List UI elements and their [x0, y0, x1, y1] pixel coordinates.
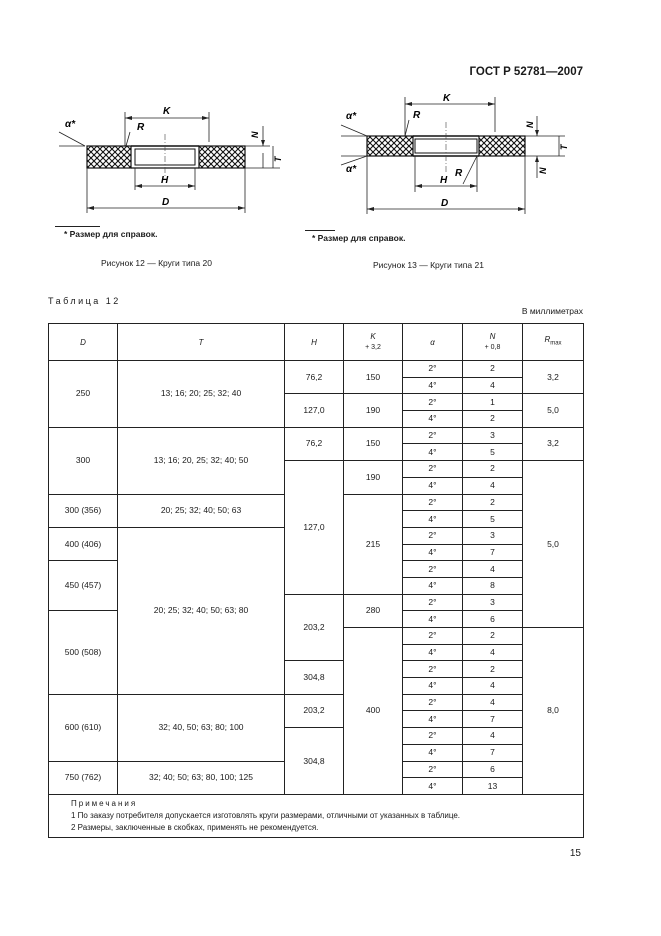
cell-n: 3: [463, 527, 523, 544]
cell-d: 400 (406): [49, 527, 118, 560]
cell-k: 215: [344, 494, 403, 594]
cell-alpha: 4°: [403, 511, 463, 528]
cell-h: 76,2: [285, 427, 344, 460]
cell-k: 190: [344, 461, 403, 494]
cell-n: 4: [463, 377, 523, 394]
cell-alpha: 4°: [403, 611, 463, 628]
cell-alpha: 4°: [403, 644, 463, 661]
header-r: [523, 324, 584, 361]
cell-r: 3,2: [523, 361, 584, 394]
cell-n: 2: [463, 661, 523, 678]
fig13-label-alpha-bottom: α*: [346, 164, 357, 175]
cell-k: 150: [344, 427, 403, 460]
cell-r: 5,0: [523, 461, 584, 628]
cell-n: 2: [463, 411, 523, 428]
header-k: [344, 324, 403, 361]
cell-n: 4: [463, 694, 523, 711]
cell-alpha: 4°: [403, 477, 463, 494]
cell-alpha: 2°: [403, 594, 463, 611]
cell-alpha: 4°: [403, 678, 463, 695]
cell-h: 127,0: [285, 461, 344, 595]
fig13-footnote-rule: [305, 230, 335, 231]
cell-d: 250: [49, 361, 118, 428]
table-row: [49, 694, 584, 711]
cell-n: 6: [463, 761, 523, 778]
cell-n: 7: [463, 544, 523, 561]
cell-alpha: 4°: [403, 377, 463, 394]
cell-n: 6: [463, 611, 523, 628]
cell-alpha: 4°: [403, 744, 463, 761]
cell-alpha: 4°: [403, 778, 463, 795]
note-item: 2 Размеры, заключенные в скобках, применять не рекомендуется.: [71, 822, 319, 832]
cell-alpha: 2°: [403, 494, 463, 511]
fig13-label-d: D: [441, 198, 449, 209]
cell-n: 1: [463, 394, 523, 411]
cell-alpha: 4°: [403, 544, 463, 561]
cell-n: 2: [463, 461, 523, 478]
fig13-label-k: K: [443, 93, 451, 104]
figure-13-drawing: [337, 92, 577, 222]
header-r-sub: max: [550, 340, 562, 347]
cell-alpha: 2°: [403, 628, 463, 645]
table-notes-row: [49, 794, 584, 837]
figure-12-drawing: [55, 98, 285, 223]
cell-n: 4: [463, 561, 523, 578]
cell-k: 400: [344, 628, 403, 795]
fig12-label-r: R: [137, 122, 145, 133]
header-h: H: [285, 324, 344, 361]
cell-d: 450 (457): [49, 561, 118, 611]
cell-t: 13; 16; 20; 25; 32; 40: [118, 361, 285, 428]
document-header: ГОСТ Р 52781—2007: [469, 66, 583, 78]
cell-h: 304,8: [285, 728, 344, 795]
cell-alpha: 2°: [403, 527, 463, 544]
fig13-label-t: T: [559, 144, 569, 150]
cell-alpha: 2°: [403, 728, 463, 745]
cell-n: 7: [463, 744, 523, 761]
fig13-label-h: H: [440, 175, 448, 186]
cell-alpha: 2°: [403, 561, 463, 578]
table-row: [49, 361, 584, 378]
cell-n: 3: [463, 594, 523, 611]
fig13-label-r-top: R: [413, 110, 421, 121]
cell-alpha: 2°: [403, 761, 463, 778]
cell-alpha: 2°: [403, 661, 463, 678]
table-row: [49, 427, 584, 444]
fig13-footnote: * Размер для справок.: [312, 233, 406, 243]
cell-d: 500 (508): [49, 611, 118, 694]
cell-h: 76,2: [285, 361, 344, 394]
cell-alpha: 4°: [403, 444, 463, 461]
cell-d: 600 (610): [49, 694, 118, 761]
cell-n: 7: [463, 711, 523, 728]
note-item: 1 По заказу потребителя допускается изготовлять круги размерами, отличными от указанных в таблице.: [71, 810, 461, 820]
cell-d: 300 (356): [49, 494, 118, 527]
fig13-label-alpha-top: α*: [346, 111, 357, 122]
cell-k: 280: [344, 594, 403, 627]
cell-alpha: 2°: [403, 361, 463, 378]
cell-n: 2: [463, 628, 523, 645]
table-notes: [49, 794, 584, 837]
cell-n: 8: [463, 577, 523, 594]
cell-alpha: 4°: [403, 411, 463, 428]
cell-h: 203,2: [285, 594, 344, 661]
cell-n: 4: [463, 644, 523, 661]
header-n: [463, 324, 523, 361]
cell-alpha: 2°: [403, 694, 463, 711]
cell-n: 2: [463, 361, 523, 378]
cell-r: 3,2: [523, 427, 584, 460]
fig12-label-t: T: [273, 156, 283, 162]
cell-n: 4: [463, 728, 523, 745]
cell-h: 304,8: [285, 661, 344, 694]
cell-d: 300: [49, 427, 118, 494]
fig12-caption: Рисунок 12 — Круги типа 20: [101, 258, 212, 268]
fig12-label-d: D: [162, 197, 170, 208]
cell-alpha: 2°: [403, 461, 463, 478]
fig13-label-n-top: N: [525, 121, 535, 128]
cell-t: 20; 25; 32; 40; 50; 63: [118, 494, 285, 527]
cell-h: 203,2: [285, 694, 344, 727]
table-units: В миллиметрах: [521, 306, 583, 316]
fig12-label-n: N: [250, 131, 260, 138]
cell-alpha: 2°: [403, 427, 463, 444]
header-n-tolerance: + 0,8: [484, 344, 501, 351]
cell-alpha: 2°: [403, 394, 463, 411]
fig13-caption: Рисунок 13 — Круги типа 21: [373, 260, 484, 270]
header-k-label: K: [370, 332, 376, 341]
cell-n: 5: [463, 444, 523, 461]
cell-t: 13; 16; 20, 25; 32; 40; 50: [118, 427, 285, 494]
cell-d: 750 (762): [49, 761, 118, 794]
cell-k: 150: [344, 361, 403, 394]
fig12-label-k: K: [163, 106, 171, 117]
page-number: 15: [569, 848, 581, 859]
fig12-label-alpha: α*: [65, 119, 76, 130]
header-k-tolerance: + 3,2: [365, 344, 381, 351]
table-header-row: [49, 324, 584, 361]
cell-n: 3: [463, 427, 523, 444]
cell-k: 190: [344, 394, 403, 427]
cell-n: 4: [463, 477, 523, 494]
header-d: D: [49, 324, 118, 361]
cell-n: 5: [463, 511, 523, 528]
fig12-label-h: H: [161, 175, 169, 186]
table-caption: Таблица 12: [48, 296, 121, 306]
header-alpha: α: [403, 324, 463, 361]
cell-alpha: 4°: [403, 577, 463, 594]
cell-t: 20; 25; 32; 40; 50; 63; 80: [118, 527, 285, 694]
fig13-label-n-bottom: N: [538, 167, 548, 174]
fig13-label-r-bottom: R: [455, 168, 463, 179]
dimensions-table: [48, 323, 584, 838]
cell-n: 2: [463, 494, 523, 511]
header-r-label: R: [544, 335, 551, 345]
cell-t: 32; 40, 50; 63; 80; 100: [118, 694, 285, 761]
header-n-label: N: [489, 332, 496, 341]
cell-r: 5,0: [523, 394, 584, 427]
cell-r: 8,0: [523, 628, 584, 795]
cell-alpha: 4°: [403, 711, 463, 728]
cell-t: 32; 40; 50; 63; 80, 100; 125: [118, 761, 285, 794]
cell-h: 127,0: [285, 394, 344, 427]
cell-n: 4: [463, 678, 523, 695]
notes-title: Примечания: [71, 798, 138, 808]
fig12-footnote-rule: [55, 226, 100, 227]
fig12-footnote: * Размер для справок.: [64, 229, 158, 239]
cell-n: 13: [463, 778, 523, 795]
header-t: T: [118, 324, 285, 361]
